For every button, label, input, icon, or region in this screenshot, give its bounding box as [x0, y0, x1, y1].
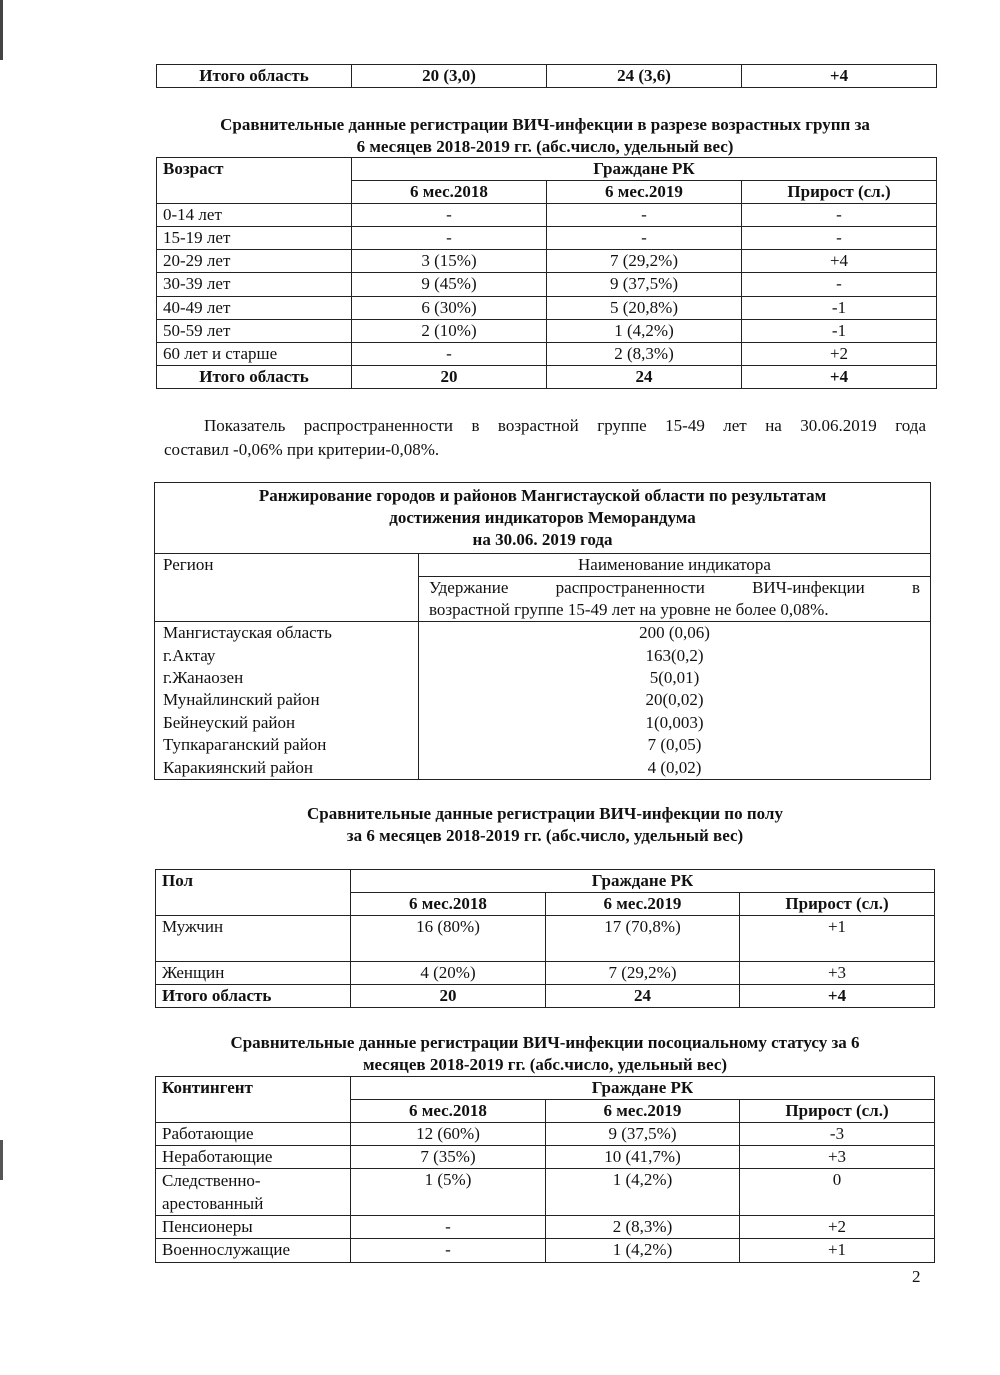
table-cell: -: [742, 273, 937, 296]
table-cell: -: [742, 204, 937, 227]
table-cell: Неработающие: [156, 1146, 351, 1169]
table-row: [156, 1123, 935, 1146]
prevalence-paragraph: [164, 414, 926, 462]
paragraph-line: составил -0,06% при критерии-0,08%.: [164, 440, 440, 459]
table-cell: 6 (30%): [352, 296, 547, 319]
table-row: [156, 1239, 935, 1262]
table-header-row: [157, 158, 937, 181]
table-cell: -: [352, 227, 547, 250]
column-header: Наименование индикатора: [419, 554, 931, 577]
title-line: достижения индикаторов Меморандума: [389, 508, 696, 527]
title-line: Сравнительные данные регистрации ВИЧ-инфекции по полу: [307, 804, 783, 823]
table-cell: Работающие: [156, 1123, 351, 1146]
table-cell: 2 (8,3%): [547, 342, 742, 365]
table-cell: -: [742, 227, 937, 250]
table-row: [156, 1216, 935, 1239]
page-number: 2: [912, 1267, 921, 1286]
table-cell: -: [352, 342, 547, 365]
column-group-header: Граждане РК: [351, 870, 935, 893]
table-cell: 1 (5%): [351, 1169, 546, 1216]
table-cell: 9 (37,5%): [547, 273, 742, 296]
table-cell: -: [351, 1239, 546, 1262]
table-cell: Бейнеуский район: [163, 712, 296, 732]
table-row: [155, 689, 931, 712]
table-row: [157, 273, 937, 296]
table-cell: 3 (15%): [352, 250, 547, 273]
table-total-row: [156, 985, 935, 1008]
table-cell: 20: [351, 985, 546, 1008]
table-cell: 0: [740, 1169, 935, 1216]
table-cell: 24: [546, 985, 740, 1008]
table-cell: 15-19 лет: [157, 227, 352, 250]
table-cell: Следственно-арестованный: [156, 1169, 351, 1216]
table-row: [155, 667, 931, 689]
table-cell: Итого область: [156, 985, 351, 1008]
table-row: [155, 622, 931, 645]
title-line: за 6 месяцев 2018-2019 гг. (абс.число, удельный вес): [346, 826, 744, 845]
title-line: 6 месяцев 2018-2019 гг. (абс.число, удельный вес): [356, 137, 734, 156]
table-row: [157, 250, 937, 273]
table-cell: -: [547, 204, 742, 227]
table-cell: -3: [740, 1123, 935, 1146]
table-cell: 20: [352, 365, 547, 388]
table-cell: Военнослужащие: [156, 1239, 351, 1262]
table-row: [155, 712, 931, 734]
column-header: Пол: [156, 870, 351, 916]
table-cell: -: [351, 1216, 546, 1239]
table-cell: 2 (8,3%): [546, 1216, 740, 1239]
indicator-line: возрастной группе 15-49 лет на уровне не более 0,08%.: [429, 600, 829, 620]
binder-edge-mark: [0, 1140, 3, 1180]
title-line: Ранжирование городов и районов Мангистауской области по результатам: [258, 486, 827, 505]
table-row: [155, 645, 931, 667]
social-table: [155, 1076, 935, 1263]
title-line: месяцев 2018-2019 гг. (абс.число, удельный вес): [362, 1055, 728, 1074]
paragraph-line: Показатель распространенности в возрастной группе 15-49 лет на 30.06.2019 года: [204, 416, 926, 435]
table-cell: -1: [742, 319, 937, 342]
table-cell: 24 (3,6): [547, 65, 742, 88]
table-cell: Мунайлинский район: [163, 689, 320, 709]
table-row: [156, 1169, 935, 1216]
table-cell: 1 (4,2%): [547, 319, 742, 342]
table-cell: 4 (20%): [351, 962, 546, 985]
age-table: [156, 157, 937, 389]
column-header: Возраст: [157, 158, 352, 204]
table-cell: 30-39 лет: [157, 273, 352, 296]
table-total-row: [157, 365, 937, 388]
table-cell: 1(0,003): [419, 712, 931, 734]
table-cell: г.Актау: [163, 645, 216, 665]
table-cell: 4 (0,02): [419, 757, 931, 780]
table-row: [155, 734, 931, 757]
table-cell: +4: [742, 65, 937, 88]
table-cell: 50-59 лет: [157, 319, 352, 342]
table-row: [157, 296, 937, 319]
table-cell: 5 (20,8%): [547, 296, 742, 319]
table-cell: Мангистауская область: [155, 622, 419, 645]
table-row: [157, 204, 937, 227]
table-cell: Итого область: [157, 365, 352, 388]
title-line: Сравнительные данные регистрации ВИЧ-инфекции посоциальному статусу за 6: [230, 1033, 860, 1052]
table-cell: -: [352, 204, 547, 227]
table-cell: +1: [740, 916, 935, 962]
table-cell: 20 (3,0): [352, 65, 547, 88]
table-cell: 1 (4,2%): [546, 1169, 740, 1216]
table-cell: г.Жанаозен: [163, 667, 244, 687]
column-group-header: Граждане РК: [351, 1077, 935, 1100]
table-cell: 40-49 лет: [157, 296, 352, 319]
indicator-description: [419, 577, 931, 622]
column-header: 6 мес.2019: [546, 893, 740, 916]
table-row: [157, 65, 937, 88]
column-header: 6 мес.2018: [351, 1100, 546, 1123]
ranking-table: [154, 482, 931, 780]
table-cell: 9 (37,5%): [546, 1123, 740, 1146]
table-cell: 20(0,02): [419, 689, 931, 712]
column-group-header: Граждане РК: [352, 158, 937, 181]
table-cell: 1 (4,2%): [546, 1239, 740, 1262]
column-header: 6 мес.2019: [547, 181, 742, 204]
column-header: Контингент: [156, 1077, 351, 1123]
table-cell: 10 (41,7%): [546, 1146, 740, 1169]
table-cell: 2 (10%): [352, 319, 547, 342]
table-cell: -: [547, 227, 742, 250]
table-cell: 9 (45%): [352, 273, 547, 296]
table-cell: 7 (29,2%): [547, 250, 742, 273]
column-header: Прирост (сл.): [740, 893, 935, 916]
table-cell: 16 (80%): [351, 916, 546, 962]
table-cell: 12 (60%): [351, 1123, 546, 1146]
table-cell: 24: [547, 365, 742, 388]
table-header-row: [155, 554, 931, 577]
table-cell: Пенсионеры: [156, 1216, 351, 1239]
table-cell: +4: [740, 985, 935, 1008]
ranking-title: [155, 483, 931, 554]
table-row: [156, 962, 935, 985]
table-row: [155, 757, 931, 780]
sex-table: [155, 869, 935, 1008]
column-header: 6 мес.2019: [546, 1100, 740, 1123]
table-row: [157, 319, 937, 342]
table-row: [157, 342, 937, 365]
table-cell: Мужчин: [156, 916, 351, 962]
age-section-title: [150, 114, 940, 158]
table-cell: 0-14 лет: [157, 204, 352, 227]
column-header: 6 мес.2018: [352, 181, 547, 204]
table-cell: +2: [740, 1216, 935, 1239]
table-cell: +4: [742, 365, 937, 388]
table-cell: Тупкараганский район: [163, 734, 327, 754]
table-cell: -1: [742, 296, 937, 319]
table-cell: +3: [740, 962, 935, 985]
column-header: Прирост (сл.): [740, 1100, 935, 1123]
table-title-row: [155, 483, 931, 554]
table-header-row: [156, 870, 935, 893]
top-total-table: [156, 64, 937, 88]
table-row: [156, 1146, 935, 1169]
table-cell: 7 (35%): [351, 1146, 546, 1169]
table-cell: Женщин: [156, 962, 351, 985]
column-header: Регион: [155, 554, 419, 622]
table-cell: +3: [740, 1146, 935, 1169]
table-cell: Каракиянский район: [163, 757, 313, 777]
table-cell: 163(0,2): [419, 645, 931, 667]
indicator-line: Удержание распространенности ВИЧ-инфекции в: [429, 578, 921, 598]
table-cell: 200 (0,06): [419, 622, 931, 645]
table-row: [157, 227, 937, 250]
sex-section-title: [150, 803, 940, 847]
table-cell: +4: [742, 250, 937, 273]
title-line: Сравнительные данные регистрации ВИЧ-инфекции в разрезе возрастных групп за: [220, 115, 870, 134]
social-section-title: [150, 1032, 940, 1076]
table-cell: 5(0,01): [419, 667, 931, 689]
table-cell: 17 (70,8%): [546, 916, 740, 962]
table-cell: +2: [742, 342, 937, 365]
binder-edge-mark: [0, 0, 3, 60]
title-line: на 30.06. 2019 года: [472, 530, 613, 549]
table-cell: 60 лет и старше: [157, 342, 352, 365]
table-cell: 20-29 лет: [157, 250, 352, 273]
table-row: [156, 916, 935, 962]
table-cell: Итого область: [157, 65, 352, 88]
table-cell: +1: [740, 1239, 935, 1262]
column-header: Прирост (сл.): [742, 181, 937, 204]
table-header-row: [156, 1077, 935, 1100]
table-cell: 7 (29,2%): [546, 962, 740, 985]
table-cell: 7 (0,05): [419, 734, 931, 757]
column-header: 6 мес.2018: [351, 893, 546, 916]
